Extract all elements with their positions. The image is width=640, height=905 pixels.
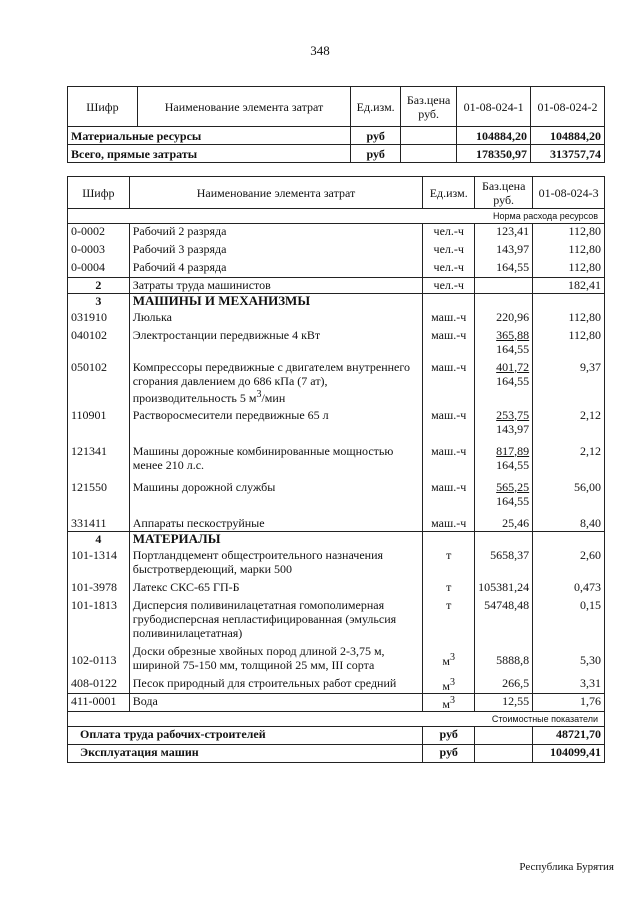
header-name: Наименование элемента затрат: [137, 87, 350, 127]
row-code: 110901: [68, 408, 130, 444]
row-price: 266,5: [475, 676, 533, 694]
header-code: Шифр: [68, 177, 130, 209]
row-unit: руб: [351, 145, 401, 163]
table-row: [68, 444, 605, 480]
row-unit: т: [423, 580, 475, 598]
row-value: 0,473: [533, 580, 605, 598]
table-row: 408-0122 Песок природный для строительных работ средний $м^3$ 266,5 3,31: [68, 676, 605, 694]
total-value: 48721,70: [533, 727, 605, 745]
row-code: 0-0004: [68, 260, 130, 278]
row-col2: 313757,74: [531, 145, 605, 163]
row-price: 565,25: [496, 479, 530, 494]
header-unit: Ед.изм.: [351, 87, 401, 127]
row-name: Доски обрезные хвойных пород длиной 2-3,75 м, шириной 75-150 мм, толщиной 25 мм, III сорта: [129, 644, 423, 676]
cost-table-1: [67, 86, 605, 163]
table-row: 411-0001 Вода $м^3$ 12,55 1,76: [68, 694, 605, 712]
row-unit: чел.-ч: [423, 242, 475, 260]
table-row: [68, 408, 605, 444]
page-number: 348: [310, 43, 330, 58]
table-row: [68, 224, 605, 242]
row-name: Машины дорожной службы: [129, 480, 423, 516]
section-title: МАШИНЫ И МЕХАНИЗМЫ: [129, 294, 423, 310]
row-code: 040102: [68, 328, 130, 360]
row-name: Песок природный для строительных работ средний: [129, 676, 423, 694]
row-code: 408-0122: [68, 676, 130, 694]
row-value: 2,12: [533, 444, 605, 480]
row-price-secondary: 143,97: [496, 421, 530, 436]
table-header-row: [68, 87, 605, 127]
table-row: [68, 360, 605, 408]
table-row: [68, 580, 605, 598]
row-col1: 104884,20: [457, 127, 531, 145]
row-name: Машины дорожные комбинированные мощностью менее 210 л.с.: [129, 444, 423, 480]
table-row: [68, 480, 605, 516]
header-col1: 01-08-024-3: [533, 177, 605, 209]
table-row: [68, 310, 605, 328]
header-base-price: Баз.цена руб.: [401, 87, 457, 127]
header-base-price: Баз.цена руб.: [475, 177, 533, 209]
row-price: 12,55: [475, 694, 533, 712]
row-code: 411-0001: [68, 694, 130, 712]
row-name: Рабочий 4 разряда: [129, 260, 423, 278]
row-value: 112,80: [533, 310, 605, 328]
table-row: [68, 260, 605, 278]
row-unit: т: [423, 548, 475, 580]
row-value: 5,30: [533, 644, 605, 676]
row-name: Растворосмесители передвижные 65 л: [129, 408, 423, 444]
row-name: Электростанции передвижные 4 кВт: [129, 328, 423, 360]
row-price: 164,55: [475, 260, 533, 278]
table-header-row: [68, 177, 605, 209]
header-col2: 01-08-024-2: [531, 87, 605, 127]
row-unit: маш.-ч: [423, 516, 475, 532]
row-name: Затраты труда машинистов: [129, 278, 423, 294]
section-code: 3: [68, 294, 130, 310]
row-price: 401,72: [496, 359, 530, 374]
row-price: 25,46: [475, 516, 533, 532]
row-name: Компрессоры передвижные с двигателем внутреннего сгорания давлением до 686 кПа (7 ат), производительность 5 $м^3$/мин: [132, 359, 410, 405]
row-name: Всего, прямые затраты: [68, 145, 351, 163]
resource-table: [67, 176, 605, 763]
row-name: Рабочий 2 разряда: [129, 224, 423, 242]
table-row: [68, 127, 605, 145]
row-unit: маш.-ч: [423, 328, 475, 360]
row-name: Рабочий 3 разряда: [129, 242, 423, 260]
row-code: 101-1314: [68, 548, 130, 580]
row-code: 2: [68, 278, 130, 294]
row-value: 3,31: [533, 676, 605, 694]
row-price: 817,89: [496, 443, 530, 458]
row-unit: чел.-ч: [423, 224, 475, 242]
row-code: 0-0003: [68, 242, 130, 260]
row-code: 102-0113: [68, 644, 130, 676]
row-name: Портландцемент общестроительного назначения быстротвердеющий, марки 500: [129, 548, 423, 580]
row-value: 2,60: [533, 548, 605, 580]
table-row: [68, 328, 605, 360]
row-value: 9,37: [533, 360, 605, 408]
row-price: 220,96: [475, 310, 533, 328]
table-row: [68, 516, 605, 532]
total-row: [68, 727, 605, 745]
row-value: 112,80: [533, 260, 605, 278]
row-price-secondary: 164,55: [496, 341, 530, 356]
table-row: [68, 145, 605, 163]
header-unit: Ед.изм.: [423, 177, 475, 209]
row-price: 253,75: [496, 407, 530, 422]
section-header-materials: [68, 532, 605, 548]
row-code: 101-3978: [68, 580, 130, 598]
row-name: Материальные ресурсы: [68, 127, 351, 145]
table-row: 102-0113 Доски обрезные хвойных пород длиной 2-3,75 м, шириной 75-150 мм, толщиной 25 мм, III сорта $м^3$ 5888,8 5,30: [68, 644, 605, 676]
section-header-machines: [68, 294, 605, 310]
table-row: [68, 598, 605, 644]
row-price-secondary: 164,55: [496, 457, 530, 472]
row-name: Вода: [129, 694, 423, 712]
row-name: Дисперсия поливинилацетатная гомополимерная грубодисперсная непластифицированная (эмульсия поливинилацетатная): [129, 598, 423, 644]
row-unit: маш.-ч: [423, 408, 475, 444]
row-price: 365,88: [496, 327, 530, 342]
row-name: Люлька: [129, 310, 423, 328]
total-name: Оплата труда рабочих-строителей: [68, 727, 423, 745]
row-price-secondary: 164,55: [496, 493, 530, 508]
row-price: 54748,48: [475, 598, 533, 644]
row-price: 123,41: [475, 224, 533, 242]
row-code: 101-1813: [68, 598, 130, 644]
section-title: МАТЕРИАЛЫ: [129, 532, 423, 548]
row-value: 112,80: [533, 328, 605, 360]
machinist-labor-row: [68, 278, 605, 294]
row-unit: чел.-ч: [423, 278, 475, 294]
row-unit: маш.-ч: [423, 480, 475, 516]
row-value: 56,00: [533, 480, 605, 516]
total-name: Эксплуатация машин: [68, 745, 423, 763]
row-price-secondary: 164,55: [496, 373, 530, 388]
total-row: [68, 745, 605, 763]
row-code: 0-0002: [68, 224, 130, 242]
row-unit: маш.-ч: [423, 360, 475, 408]
row-col2: 104884,20: [531, 127, 605, 145]
header-code: Шифр: [68, 87, 138, 127]
norm-label-row: [68, 209, 605, 224]
table-row: [68, 242, 605, 260]
header-col1: 01-08-024-1: [457, 87, 531, 127]
row-code: 331411: [68, 516, 130, 532]
norm-label: Норма расхода ресурсов: [68, 209, 605, 224]
row-price: 5658,37: [475, 548, 533, 580]
row-code: 121550: [68, 480, 130, 516]
table-row: [68, 548, 605, 580]
row-code: 050102: [68, 360, 130, 408]
row-value: 2,12: [533, 408, 605, 444]
row-unit: чел.-ч: [423, 260, 475, 278]
row-price: 143,97: [475, 242, 533, 260]
section-code: 4: [68, 532, 130, 548]
row-unit: маш.-ч: [423, 444, 475, 480]
row-code: 031910: [68, 310, 130, 328]
row-name: Аппараты пескоструйные: [129, 516, 423, 532]
cost-label-row: [68, 712, 605, 727]
row-price: 5888,8: [475, 644, 533, 676]
total-unit: руб: [423, 727, 475, 745]
row-code: 121341: [68, 444, 130, 480]
row-unit: маш.-ч: [423, 310, 475, 328]
row-unit: т: [423, 598, 475, 644]
row-value: 182,41: [533, 278, 605, 294]
row-name: Латекс СКС-65 ГП-Б: [129, 580, 423, 598]
row-value: 112,80: [533, 224, 605, 242]
cost-label: Стоимостные показатели: [68, 712, 605, 727]
total-value: 104099,41: [533, 745, 605, 763]
header-name: Наименование элемента затрат: [129, 177, 423, 209]
row-unit: руб: [351, 127, 401, 145]
row-value: 1,76: [533, 694, 605, 712]
row-value: 112,80: [533, 242, 605, 260]
row-price: 105381,24: [475, 580, 533, 598]
row-col1: 178350,97: [457, 145, 531, 163]
footer-region: Республика Бурятия: [519, 861, 614, 873]
row-value: 0,15: [533, 598, 605, 644]
total-unit: руб: [423, 745, 475, 763]
row-value: 8,40: [533, 516, 605, 532]
